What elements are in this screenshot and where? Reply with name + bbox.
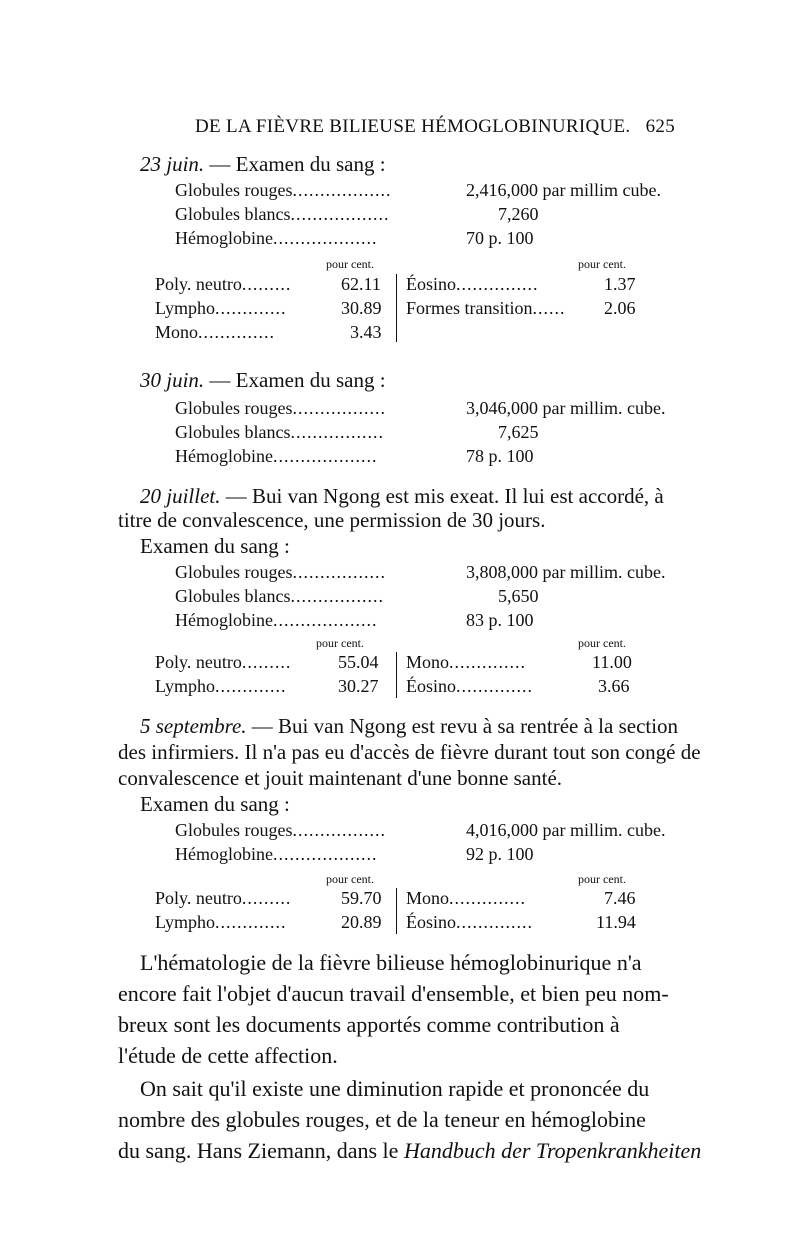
cell-dots: .............. <box>456 676 534 696</box>
s4-pct-label-right: pour cent. <box>578 872 626 886</box>
row-label: Globules rouges <box>175 562 293 582</box>
cell-dots: ...... <box>532 298 566 318</box>
s4-right-1-value: 11.94 <box>596 912 636 932</box>
s2-row-2 <box>175 446 377 467</box>
s2-row-0 <box>175 398 386 419</box>
s1-left-0 <box>155 274 291 295</box>
s1-pct-label-left: pour cent. <box>326 257 374 271</box>
s1-left-1 <box>155 298 287 319</box>
s3-left-1-value: 30.27 <box>338 676 379 696</box>
s4-left-0-value: 59.70 <box>341 888 382 908</box>
row-label: Hémoglobine <box>175 446 273 466</box>
cell-label: Mono <box>155 322 199 342</box>
s3-pct-label-right: pour cent. <box>578 636 626 650</box>
s4-divider <box>396 888 397 934</box>
row-label: Globules rouges <box>175 180 293 200</box>
s3-row-0-value: 3,808,000 par millim. cube. <box>466 562 666 582</box>
s4-left-1-value: 20.89 <box>341 912 382 932</box>
s4-row-1 <box>175 844 377 865</box>
row-dots: ................... <box>272 228 378 248</box>
row-label: Globules rouges <box>175 398 293 418</box>
row-dots: .................. <box>290 204 390 224</box>
s3-pct-label-left: pour cent. <box>316 636 364 650</box>
s3-row-1-value: 5,650 <box>498 586 539 606</box>
section4-line3: convalescence et jouit maintenant d'une bonne santé. <box>118 766 563 790</box>
para1-line-1: encore fait l'objet d'aucun travail d'ensemble, et bien peu nom- <box>118 981 669 1006</box>
s4-right-0-value: 7.46 <box>604 888 636 908</box>
s1-left-2 <box>155 322 275 343</box>
row-dots: .................. <box>292 180 392 200</box>
row-dots: ................... <box>272 610 378 630</box>
s1-row-2-value: 70 p. 100 <box>466 228 534 248</box>
section3-text-1: — Bui van Ngong est mis exeat. Il lui est accordé, à <box>225 484 664 508</box>
s3-divider <box>396 652 397 698</box>
cell-dots: ............. <box>215 912 287 932</box>
s1-right-0-value: 1.37 <box>604 274 636 294</box>
s1-pct-label-right: pour cent. <box>578 257 626 271</box>
book-title: Handbuch der Tropenkrankheiten <box>403 1138 702 1163</box>
cell-label: Poly. neutro <box>155 652 242 672</box>
s1-right-1 <box>406 298 566 319</box>
s2-row-1 <box>175 422 384 443</box>
cell-label: Formes transition <box>406 298 533 318</box>
row-label: Hémoglobine <box>175 228 273 248</box>
row-label: Globules blancs <box>175 586 291 606</box>
row-dots: ................. <box>290 586 384 606</box>
s3-row-0 <box>175 562 386 583</box>
s1-left-2-value: 3.43 <box>350 322 382 342</box>
s1-left-1-value: 30.89 <box>341 298 382 318</box>
s4-row-0-value: 4,016,000 par millim. cube. <box>466 820 666 840</box>
s4-left-1 <box>155 912 287 933</box>
page-number: 625 <box>645 116 675 137</box>
section1-heading-rest: — Examen du sang : <box>209 152 386 176</box>
cell-dots: .............. <box>198 322 276 342</box>
cell-dots: ......... <box>241 888 292 908</box>
s1-left-0-value: 62.11 <box>341 274 381 294</box>
section2-heading-rest: — Examen du sang : <box>209 368 386 392</box>
cell-label: Lympho <box>155 676 216 696</box>
cell-label: Mono <box>406 652 450 672</box>
cell-dots: ............. <box>215 676 287 696</box>
section4-date: 5 septembre. <box>140 714 247 738</box>
cell-label: Poly. neutro <box>155 888 242 908</box>
row-dots: ................... <box>272 844 378 864</box>
s3-right-0 <box>406 652 526 673</box>
cell-label: Lympho <box>155 912 216 932</box>
section3-exam: Examen du sang : <box>140 534 290 558</box>
s4-left-0 <box>155 888 291 909</box>
cell-label: Éosino <box>406 676 457 696</box>
s1-divider <box>396 274 397 342</box>
row-dots: ................. <box>292 398 386 418</box>
para2-line-1: nombre des globules rouges, et de la teneur en hémoglobine <box>118 1107 646 1132</box>
para1-line-2: breux sont les documents apportés comme contribution à <box>118 1012 620 1037</box>
row-dots: ................. <box>292 562 386 582</box>
row-label: Globules rouges <box>175 820 293 840</box>
cell-label: Éosino <box>406 274 457 294</box>
s3-left-0-value: 55.04 <box>338 652 379 672</box>
s1-row-0 <box>175 180 391 201</box>
para2-line-2 <box>118 1138 701 1164</box>
section2-date: 30 juin. <box>140 368 205 392</box>
row-label: Globules blancs <box>175 204 291 224</box>
section1-heading <box>140 152 386 177</box>
s1-row-1-value: 7,260 <box>498 204 539 224</box>
cell-dots: .............. <box>449 888 527 908</box>
running-title: DE LA FIÈVRE BILIEUSE HÉMOGLOBINURIQUE. <box>195 116 631 137</box>
para1-line-0: L'hématologie de la fièvre bilieuse hémoglobinurique n'a <box>140 950 642 975</box>
cell-dots: ............. <box>215 298 287 318</box>
s1-right-1-value: 2.06 <box>604 298 636 318</box>
s4-pct-label-left: pour cent. <box>326 872 374 886</box>
s3-right-1-value: 3.66 <box>598 676 630 696</box>
s1-row-1 <box>175 204 389 225</box>
s3-left-0 <box>155 652 291 673</box>
cell-label: Mono <box>406 888 450 908</box>
s4-right-0 <box>406 888 526 909</box>
s4-row-0 <box>175 820 386 841</box>
cell-label: Lympho <box>155 298 216 318</box>
section3-line2: titre de convalescence, une permission de 30 jours. <box>118 508 546 532</box>
para1-line-3: l'étude de cette affection. <box>118 1043 338 1068</box>
s3-row-2 <box>175 610 377 631</box>
cell-dots: ............... <box>456 274 539 294</box>
s1-row-0-value: 2,416,000 par millim cube. <box>466 180 661 200</box>
para2-line-2-text: du sang. Hans Ziemann, dans le <box>118 1138 404 1163</box>
para2-line-0: On sait qu'il existe une diminution rapide et prononcée du <box>140 1076 650 1101</box>
row-dots: ................. <box>292 820 386 840</box>
cell-label: Poly. neutro <box>155 274 242 294</box>
cell-dots: .............. <box>456 912 534 932</box>
row-label: Hémoglobine <box>175 844 273 864</box>
section2-heading <box>140 368 386 393</box>
s3-right-0-value: 11.00 <box>592 652 632 672</box>
s4-right-1 <box>406 912 533 933</box>
s2-row-1-value: 7,625 <box>498 422 539 442</box>
section4-line1 <box>140 714 678 739</box>
section3-line1 <box>140 484 664 509</box>
section3-date: 20 juillet. <box>140 484 221 508</box>
cell-dots: ......... <box>241 652 292 672</box>
section4-text-1: — Bui van Ngong est revu à sa rentrée à la section <box>251 714 679 738</box>
row-label: Hémoglobine <box>175 610 273 630</box>
row-dots: ................... <box>272 446 378 466</box>
section1-date: 23 juin. <box>140 152 205 176</box>
s3-row-1 <box>175 586 384 607</box>
s2-row-2-value: 78 p. 100 <box>466 446 534 466</box>
row-dots: ................. <box>290 422 384 442</box>
s1-right-0 <box>406 274 539 295</box>
s3-right-1 <box>406 676 533 697</box>
cell-dots: ......... <box>241 274 292 294</box>
s2-row-0-value: 3,046,000 par millim. cube. <box>466 398 666 418</box>
row-label: Globules blancs <box>175 422 291 442</box>
cell-dots: .............. <box>449 652 527 672</box>
section4-line2: des infirmiers. Il n'a pas eu d'accès de fièvre durant tout son congé de <box>118 740 701 764</box>
s1-row-2 <box>175 228 377 249</box>
s3-left-1 <box>155 676 287 697</box>
s4-row-1-value: 92 p. 100 <box>466 844 534 864</box>
cell-label: Éosino <box>406 912 457 932</box>
s3-row-2-value: 83 p. 100 <box>466 610 534 630</box>
section4-exam: Examen du sang : <box>140 792 290 816</box>
